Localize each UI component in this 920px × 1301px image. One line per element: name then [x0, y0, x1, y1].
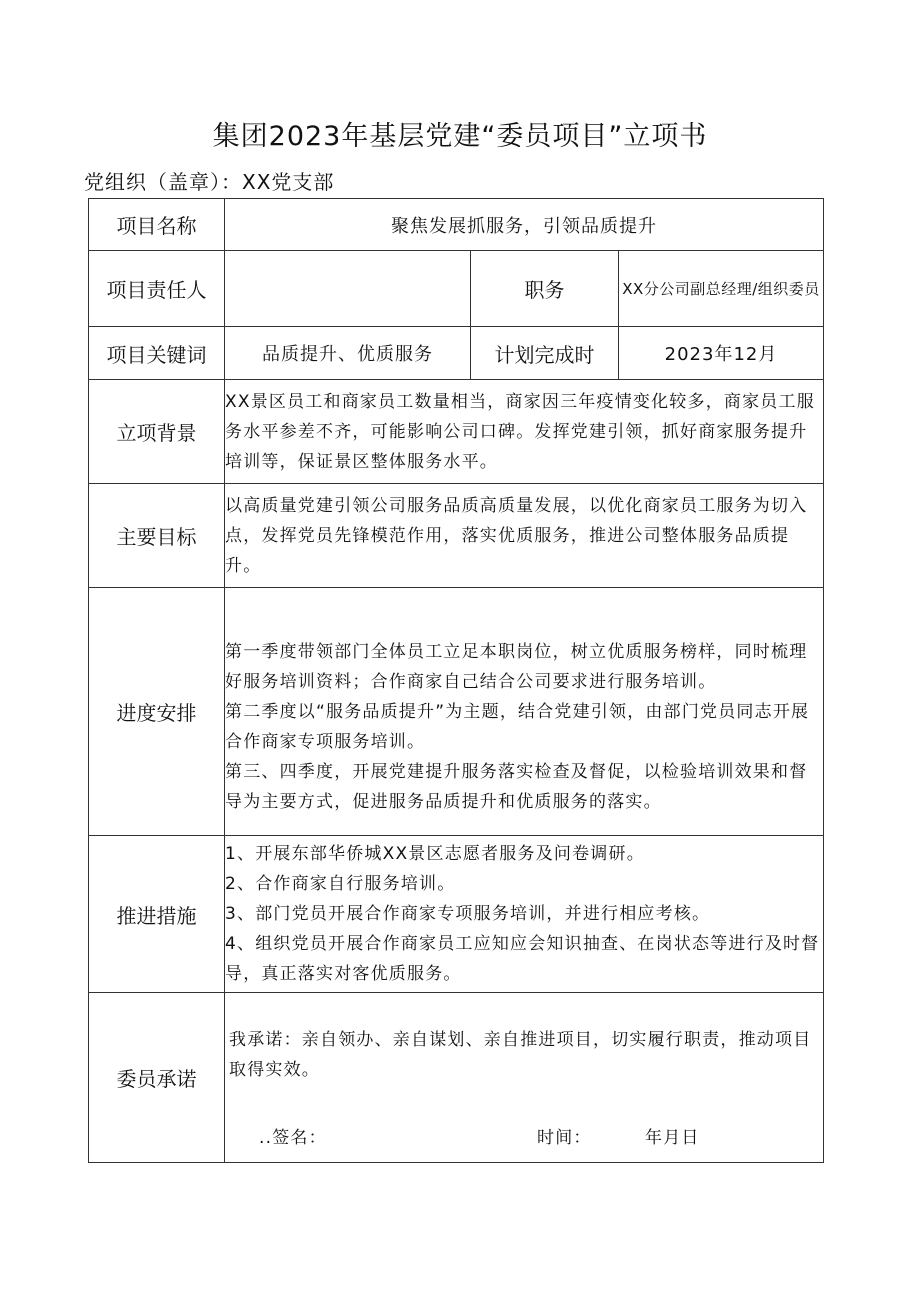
- goal-text: 以高质量党建引领公司服务品质高质量发展，以优化商家员工服务为切入点，发挥党员先锋模范作用，落实优质服务，推进公司整体服务品质提升。: [225, 484, 824, 588]
- keywords-value: 品质提升、优质服务: [225, 327, 471, 380]
- measures-label: 推进措施: [89, 836, 225, 993]
- schedule-text: [225, 588, 824, 836]
- document-title: 集团2023年基层党建“委员项目”立项书: [212, 121, 708, 152]
- project-owner-value: [225, 251, 471, 327]
- schedule-item: 第二季度以“服务品质提升”为主题，结合党建引领，由部门党员同志开展合作商家专项服务培训。: [225, 701, 810, 752]
- signature-label: ..签名：: [259, 1127, 327, 1148]
- measure-item: 3、部门党员开展合作商家专项服务培训，并进行相应考核。: [225, 904, 711, 924]
- row-goal: [89, 484, 824, 588]
- keywords-label: 项目关键词: [89, 327, 225, 380]
- row-project-keywords: [89, 327, 824, 380]
- time-label: 时间：: [537, 1127, 592, 1148]
- signature-row: [225, 1123, 823, 1153]
- schedule-item: 第一季度带领部门全体员工立足本职岗位，树立优质服务榜样，同时梳理好服务培训资料；合作商家自己结合公司要求进行服务培训。: [225, 641, 808, 692]
- project-form-table: [88, 198, 824, 1163]
- deadline-label: 计划完成时: [471, 327, 619, 380]
- date-placeholder: 年月日: [645, 1127, 700, 1148]
- row-background: [89, 380, 824, 484]
- background-text: XX景区员工和商家员工数量相当，商家因三年疫情变化较多，商家员工服务水平参差不齐，可能影响公司口碑。发挥党建引领，抓好商家服务提升培训等，保证景区整体服务水平。: [225, 380, 824, 484]
- row-project-owner: [89, 251, 824, 327]
- measure-item: 2、合作商家自行服务培训。: [225, 874, 456, 894]
- promise-cell: [225, 993, 824, 1163]
- schedule-label: 进度安排: [89, 588, 225, 836]
- project-name-label: 项目名称: [89, 199, 225, 251]
- post-label: 职务: [471, 251, 619, 327]
- row-promise: [89, 993, 824, 1163]
- row-schedule: [89, 588, 824, 836]
- promise-text: 我承诺：亲自领办、亲自谋划、亲自推进项目，切实履行职责，推动项目取得实效。: [229, 1029, 812, 1080]
- schedule-item: 第三、四季度，开展党建提升服务落实检查及督促，以检验培训效果和督导为主要方式，促进服务品质提升和优质服务的落实。: [225, 761, 808, 812]
- measure-item: 4、组织党员开展合作商家员工应知应会知识抽查、在岗状态等进行及时督导，真正落实对客优质服务。: [225, 934, 820, 984]
- measure-item: 1、开展东部华侨城XX景区志愿者服务及问卷调研。: [225, 844, 645, 864]
- project-owner-label: 项目责任人: [89, 251, 225, 327]
- measures-text: [225, 836, 824, 993]
- promise-label: 委员承诺: [89, 993, 225, 1163]
- project-name-value: 聚焦发展抓服务，引领品质提升: [225, 199, 824, 251]
- post-value: XX分公司副总经理/组织委员: [619, 251, 824, 327]
- background-label: 立项背景: [89, 380, 225, 484]
- deadline-value: 2023年12月: [619, 327, 824, 380]
- row-project-name: [89, 199, 824, 251]
- party-organization-line: 党组织（盖章）：XX党支部: [84, 170, 335, 194]
- goal-label: 主要目标: [89, 484, 225, 588]
- row-measures: [89, 836, 824, 993]
